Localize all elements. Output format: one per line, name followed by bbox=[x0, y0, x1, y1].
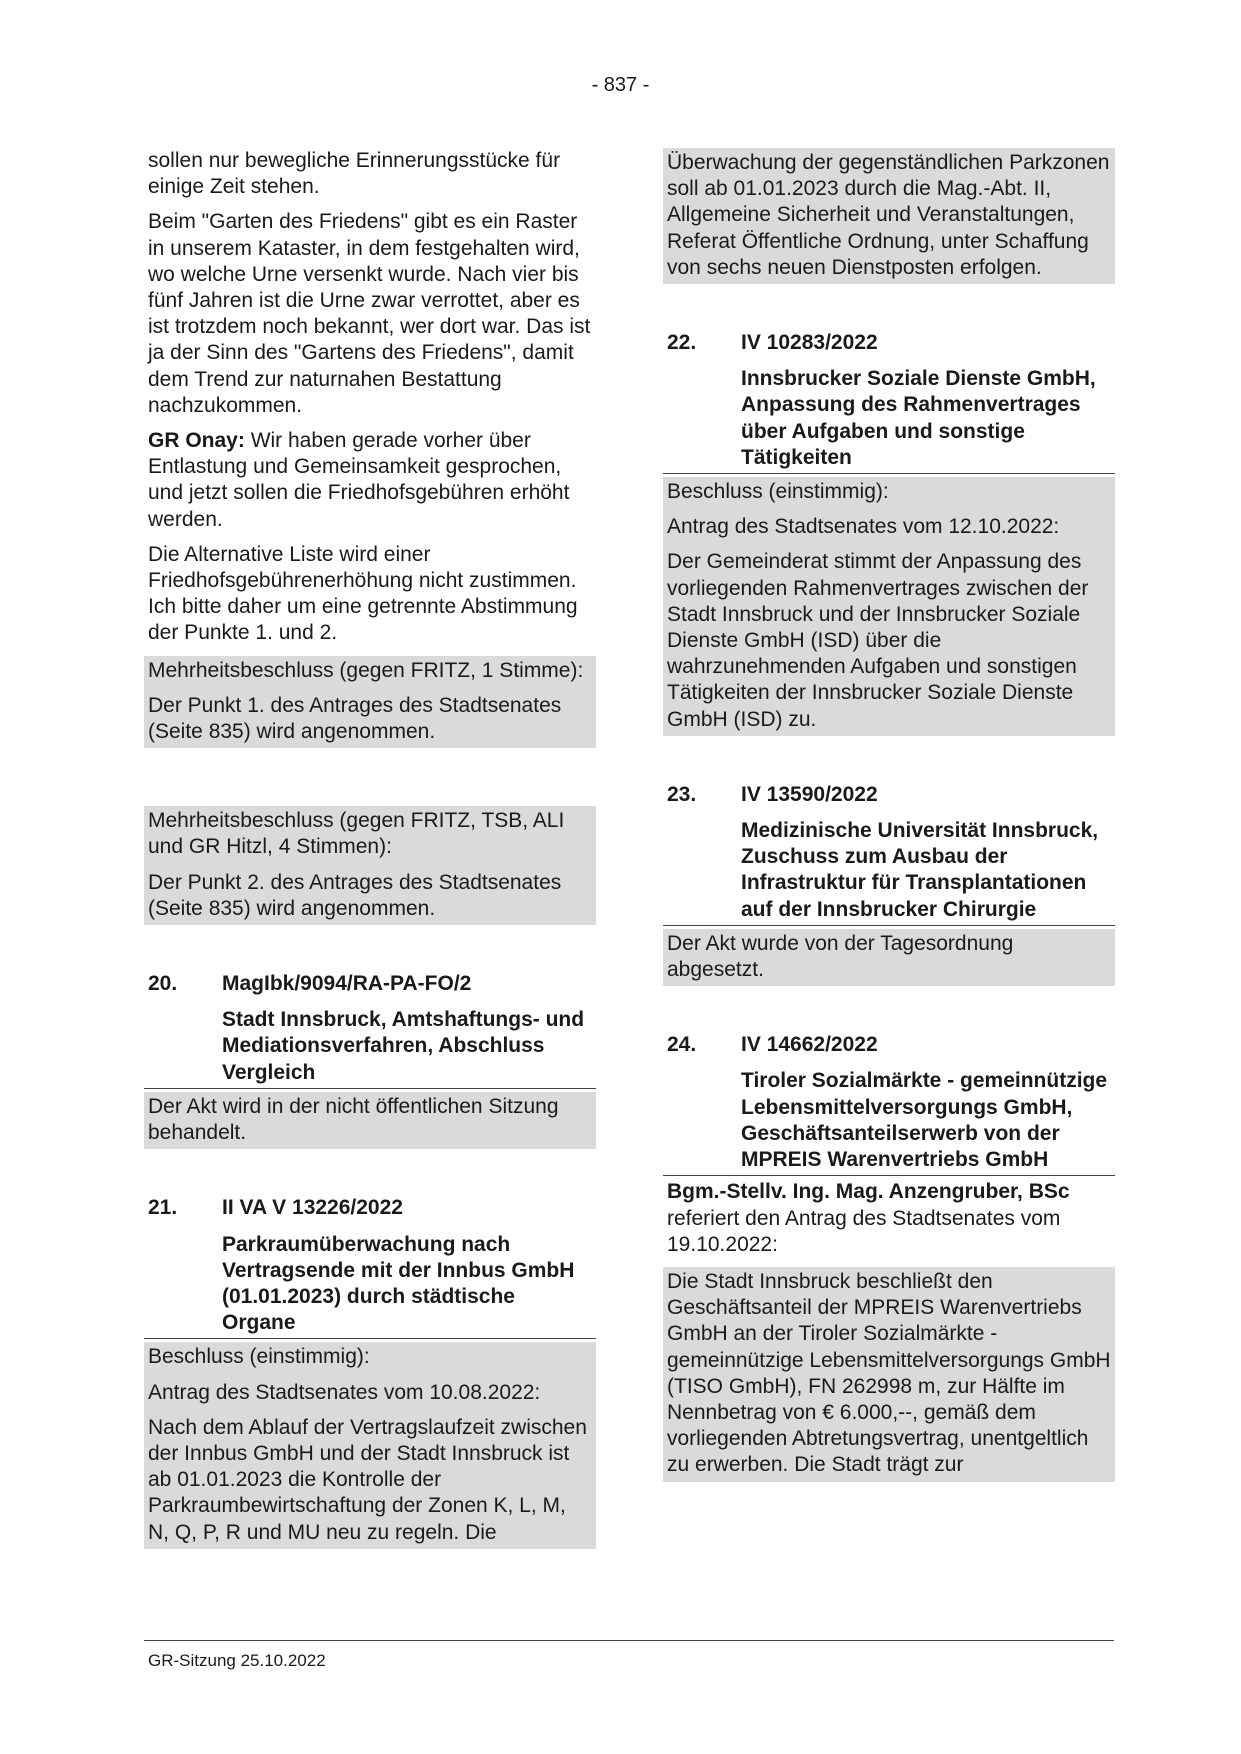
left-column bbox=[144, 148, 596, 1555]
speaker-name: GR Onay: bbox=[148, 429, 245, 453]
resolution-type: Mehrheitsbeschluss (gegen FRITZ, TSB, ALI und GR Hitzl, 4 Stimmen): bbox=[148, 809, 565, 859]
item-title: Stadt Innsbruck, Amtshaftungs- und Mediationsverfahren, Abschluss Vergleich bbox=[222, 1008, 585, 1084]
item-title: Medizinische Universität Innsbruck, Zuschuss zum Ausbau der Infrastruktur für Transplantationen auf der Innsbrucker Chirurgie bbox=[741, 819, 1099, 921]
agenda-item-20 bbox=[144, 971, 596, 1149]
resolution-type: Beschluss (einstimmig): bbox=[667, 480, 889, 504]
resolution-box bbox=[663, 148, 1115, 284]
resolution-box bbox=[663, 929, 1115, 986]
paragraph: Beim "Garten des Friedens" gibt es ein Raster in unserem Kataster, in dem festgehalten wird, wo welche Urne versenkt wurde. Nach vier bis fünf Jahren ist die Urne zwar verrottet, aber es ist trotzdem noch bekannt, wer dort war. Das ist ja der Sinn des "Gartens des Friedens", damit dem Trend zur naturnahen Bestattung nachzukommen. bbox=[148, 210, 591, 417]
resolution-text: Die Stadt Innsbruck beschließt den Geschäftsanteil der MPREIS Warenvertriebs GmbH an der Tiroler Sozialmärkte - gemeinnützige Lebensmittelversorgungs GmbH (TISO GmbH), FN 262998 m, zur Hälfte im Nennbetrag von € 6.000,--, gemäß dem vorliegenden Abtretungsvertrag, unentgeltlich zu erwerben. Die Stadt trägt zur bbox=[667, 1269, 1111, 1477]
item-code: IV 10283/2022 bbox=[741, 331, 878, 355]
item-number: 21. bbox=[148, 1196, 178, 1220]
resolution-text: Der Punkt 2. des Antrages des Stadtsenates (Seite 835) wird angenommen. bbox=[148, 870, 562, 920]
resolution-type: Mehrheitsbeschluss (gegen FRITZ, 1 Stimme): bbox=[148, 658, 584, 682]
item-title: Parkraumüberwachung nach Vertragsende mit der Innbus GmbH (01.01.2023) durch städtische Organe bbox=[222, 1232, 575, 1335]
resolution-type: Beschluss (einstimmig): bbox=[148, 1345, 370, 1369]
paragraph: sollen nur bewegliche Erinnerungsstücke für einige Zeit stehen. bbox=[148, 149, 561, 199]
item-number: 24. bbox=[667, 1033, 697, 1057]
resolution-box bbox=[663, 1267, 1115, 1482]
item-number: 22. bbox=[667, 331, 697, 355]
item-code: MagIbk/9094/RA-PA-FO/2 bbox=[222, 972, 472, 996]
agenda-item-23 bbox=[663, 782, 1115, 986]
right-column bbox=[663, 148, 1115, 1488]
paragraph: Die Alternative Liste wird einer Friedhofsgebührenerhöhung nicht zustimmen. Ich bitte daher um eine getrennte Abstimmung der Punkte 1. und 2. bbox=[148, 542, 578, 645]
item-title: Tiroler Sozialmärkte - gemeinnützige Lebensmittelversorgungs GmbH, Geschäftsanteilserwerb von der MPREIS Warenvertriebs GmbH bbox=[741, 1069, 1108, 1172]
resolution-box bbox=[144, 1092, 596, 1149]
motion-date: Antrag des Stadtsenates vom 10.08.2022: bbox=[148, 1380, 541, 1404]
resolution-text: Nach dem Ablauf der Vertragslaufzeit zwischen der Innbus GmbH und der Stadt Innsbruck ist ab 01.01.2023 die Kontrolle der Parkraumbewirtschaftung der Zonen K, L, M, N, Q, P, R und MU neu zu regeln. Die bbox=[148, 1415, 587, 1544]
resolution-text: Der Punkt 1. des Antrages des Stadtsenates (Seite 835) wird angenommen. bbox=[148, 693, 562, 744]
item-number: 20. bbox=[148, 972, 178, 996]
footer-divider bbox=[144, 1640, 1114, 1641]
item-title: Innsbrucker Soziale Dienste GmbH, Anpassung des Rahmenvertrages über Aufgaben und sonstige Tätigkeiten bbox=[741, 367, 1096, 469]
item-code: IV 14662/2022 bbox=[741, 1033, 878, 1057]
page-number: - 837 - bbox=[591, 74, 650, 96]
resolution-text: Der Gemeinderat stimmt der Anpassung des vorliegenden Rahmenvertrages zwischen der Stadt Innsbruck und der Innsbrucker Soziale Dienste GmbH (ISD) über die wahrzunehmenden Aufgaben und sonstigen Tätigkeiten der Innsbrucker Soziale Dienste GmbH (ISD) zu. bbox=[667, 550, 1089, 731]
divider bbox=[144, 1088, 596, 1089]
resolution-box bbox=[144, 656, 596, 749]
speaker-name: Bgm.-Stellv. Ing. Mag. Anzengruber, BSc bbox=[667, 1180, 1070, 1204]
speech-text: Wir haben gerade vorher über Entlastung und Gemeinsamkeit gesprochen, und jetzt sollen die Friedhofsgebühren erhöht werden. bbox=[148, 429, 570, 531]
resolution-text: Überwachung der gegenständlichen Parkzonen soll ab 01.01.2023 durch die Mag.-Abt. II, Allgemeine Sicherheit und Veranstaltungen, Referat Öffentliche Ordnung, unter Schaffung von sechs neuen Dienstposten erfolgen. bbox=[667, 151, 1110, 279]
motion-date: Antrag des Stadtsenates vom 12.10.2022: bbox=[667, 515, 1060, 539]
item-number: 23. bbox=[667, 782, 697, 806]
resolution-box bbox=[144, 1342, 596, 1548]
agenda-item-22 bbox=[663, 330, 1115, 736]
footer-session-label: GR-Sitzung 25.10.2022 bbox=[148, 1651, 326, 1670]
agenda-item-24 bbox=[663, 1032, 1115, 1481]
agenda-item-21 bbox=[144, 1195, 596, 1548]
paragraph bbox=[144, 428, 596, 533]
paragraph bbox=[663, 1179, 1115, 1258]
speech-text: referiert den Antrag des Stadtsenates vom 19.10.2022: bbox=[667, 1206, 1061, 1256]
resolution-box bbox=[663, 477, 1115, 736]
divider bbox=[663, 925, 1115, 926]
divider bbox=[144, 1338, 596, 1339]
resolution-text: Der Akt wird in der nicht öffentlichen Sitzung behandelt. bbox=[148, 1094, 559, 1145]
item-code: IV 13590/2022 bbox=[741, 782, 878, 806]
divider bbox=[663, 473, 1115, 474]
resolution-text: Der Akt wurde von der Tagesordnung abgesetzt. bbox=[667, 931, 1014, 982]
divider bbox=[663, 1175, 1115, 1176]
item-code: II VA V 13226/2022 bbox=[222, 1196, 403, 1220]
resolution-box bbox=[144, 806, 596, 925]
